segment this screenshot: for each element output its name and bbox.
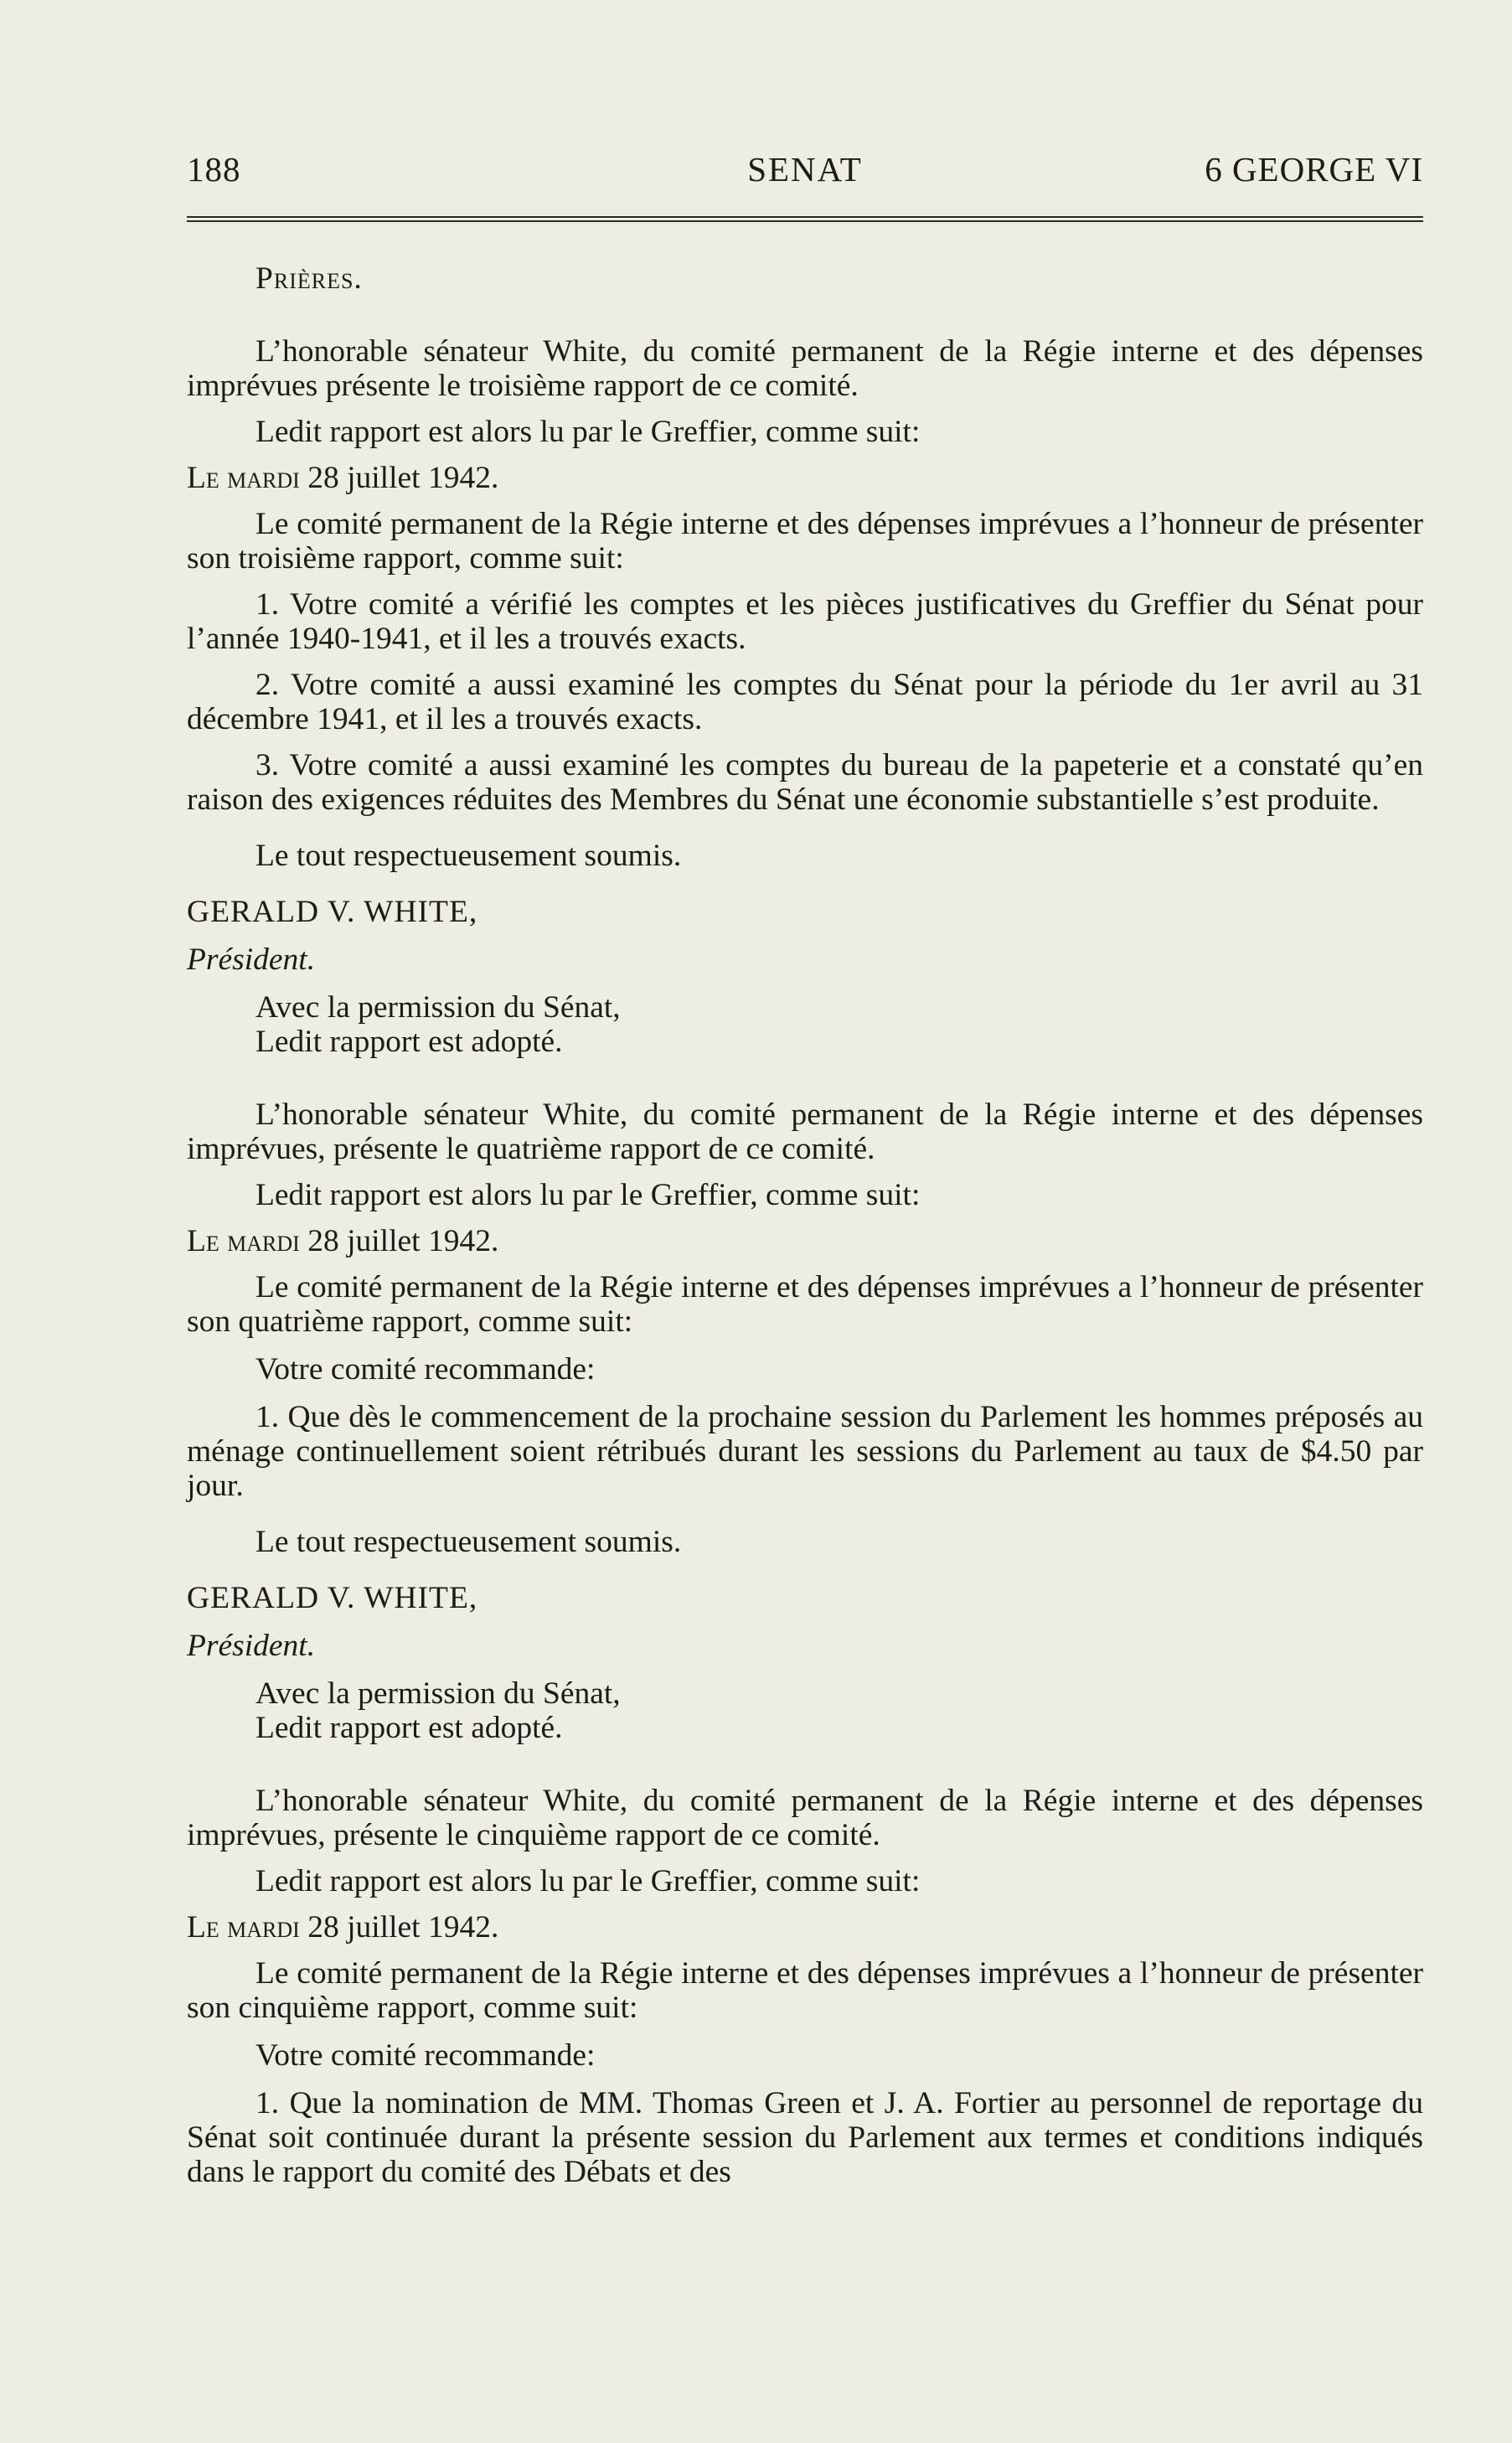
- report-opening: Le comité permanent de la Régie interne et des dépenses imprévues a l’honneur de présenter son quatrième rapport, comme suit:: [187, 1270, 1423, 1339]
- body-text: [187, 261, 1423, 2189]
- running-header: [187, 149, 1423, 199]
- report-item: 2. Votre comité a aussi examiné les comptes du Sénat pour la période du 1er avril au 31 décembre 1941, et il les a trouvés exacts.: [187, 668, 1423, 736]
- signatory-role: Président.: [187, 943, 316, 977]
- report-opening: Le comité permanent de la Régie interne et des dépenses imprévues a l’honneur de présenter son cinquième rapport, comme suit:: [187, 1956, 1423, 2025]
- header-rule: [187, 216, 1423, 222]
- page-number: 188: [187, 150, 241, 189]
- report-read-line: Ledit rapport est alors lu par le Greffier, comme suit:: [255, 1864, 921, 1898]
- report-intro: L’honorable sénateur White, du comité permanent de la Régie interne et des dépenses imprévues, présente le cinquième rapport de ce comité.: [187, 1784, 1423, 1852]
- header-reign: 6 GEORGE VI: [1205, 150, 1423, 189]
- report-opening: Le comité permanent de la Régie interne et des dépenses imprévues a l’honneur de présenter son troisième rapport, comme suit:: [187, 507, 1423, 576]
- report-date: [187, 461, 1423, 495]
- report-item: 3. Votre comité a aussi examiné les comptes du bureau de la papeterie et a constaté qu’en raison des exigences réduites des Membres du Sénat une économie substantielle s’est produite.: [187, 748, 1423, 817]
- report-date: [187, 1224, 1423, 1258]
- adopted-line: Ledit rapport est adopté.: [255, 1711, 563, 1745]
- date-text: 28 juillet 1942.: [307, 1224, 499, 1258]
- report-date: [187, 1910, 1423, 1945]
- report-intro: L’honorable sénateur White, du comité permanent de la Régie interne et des dépenses imprévues présente le troisième rapport de ce comité.: [187, 334, 1423, 403]
- report-closing: Le tout respectueusement soumis.: [255, 839, 682, 873]
- report-item: 1. Que la nomination de MM. Thomas Green et J. A. Fortier au personnel de reportage du Sénat soit continuée durant la présente session du Parlement aux termes et conditions indiqués dans le rapport du comité des Débats et des: [187, 2086, 1423, 2189]
- report-3: [187, 334, 1423, 1059]
- date-text: 28 juillet 1942.: [307, 461, 499, 495]
- signatory: GERALD V. WHITE,: [187, 895, 478, 929]
- report-intro: L’honorable sénateur White, du comité permanent de la Régie interne et des dépenses imprévues, présente le quatrième rapport de ce comité.: [187, 1098, 1423, 1166]
- date-weekday: Le mardi: [187, 1910, 300, 1945]
- report-4: [187, 1098, 1423, 1745]
- permission-line: Avec la permission du Sénat,: [255, 1676, 621, 1711]
- report-recommend: Votre comité recommande:: [255, 2038, 596, 2073]
- header-title: SENAT: [747, 150, 863, 189]
- adopted-line: Ledit rapport est adopté.: [255, 1025, 563, 1059]
- report-read-line: Ledit rapport est alors lu par le Greffier, comme suit:: [255, 415, 921, 449]
- report-item: 1. Que dès le commencement de la prochaine session du Parlement les hommes préposés au ménage continuellement soient rétribués durant les sessions du Parlement au taux de $4.50 par jour.: [187, 1400, 1423, 1503]
- report-read-line: Ledit rapport est alors lu par le Greffier, comme suit:: [255, 1178, 921, 1212]
- prayers-heading: Prières.: [255, 261, 363, 296]
- report-closing: Le tout respectueusement soumis.: [255, 1525, 682, 1559]
- date-weekday: Le mardi: [187, 1224, 300, 1258]
- permission-line: Avec la permission du Sénat,: [255, 990, 621, 1025]
- signatory-role: Président.: [187, 1629, 316, 1663]
- signatory: GERALD V. WHITE,: [187, 1581, 478, 1615]
- date-weekday: Le mardi: [187, 461, 300, 495]
- report-recommend: Votre comité recommande:: [255, 1352, 596, 1387]
- report-item: 1. Votre comité a vérifié les comptes et les pièces justificatives du Greffier du Sénat pour l’année 1940-1941, et il les a trouvés exacts.: [187, 587, 1423, 656]
- date-text: 28 juillet 1942.: [307, 1910, 499, 1945]
- report-5: [187, 1784, 1423, 2189]
